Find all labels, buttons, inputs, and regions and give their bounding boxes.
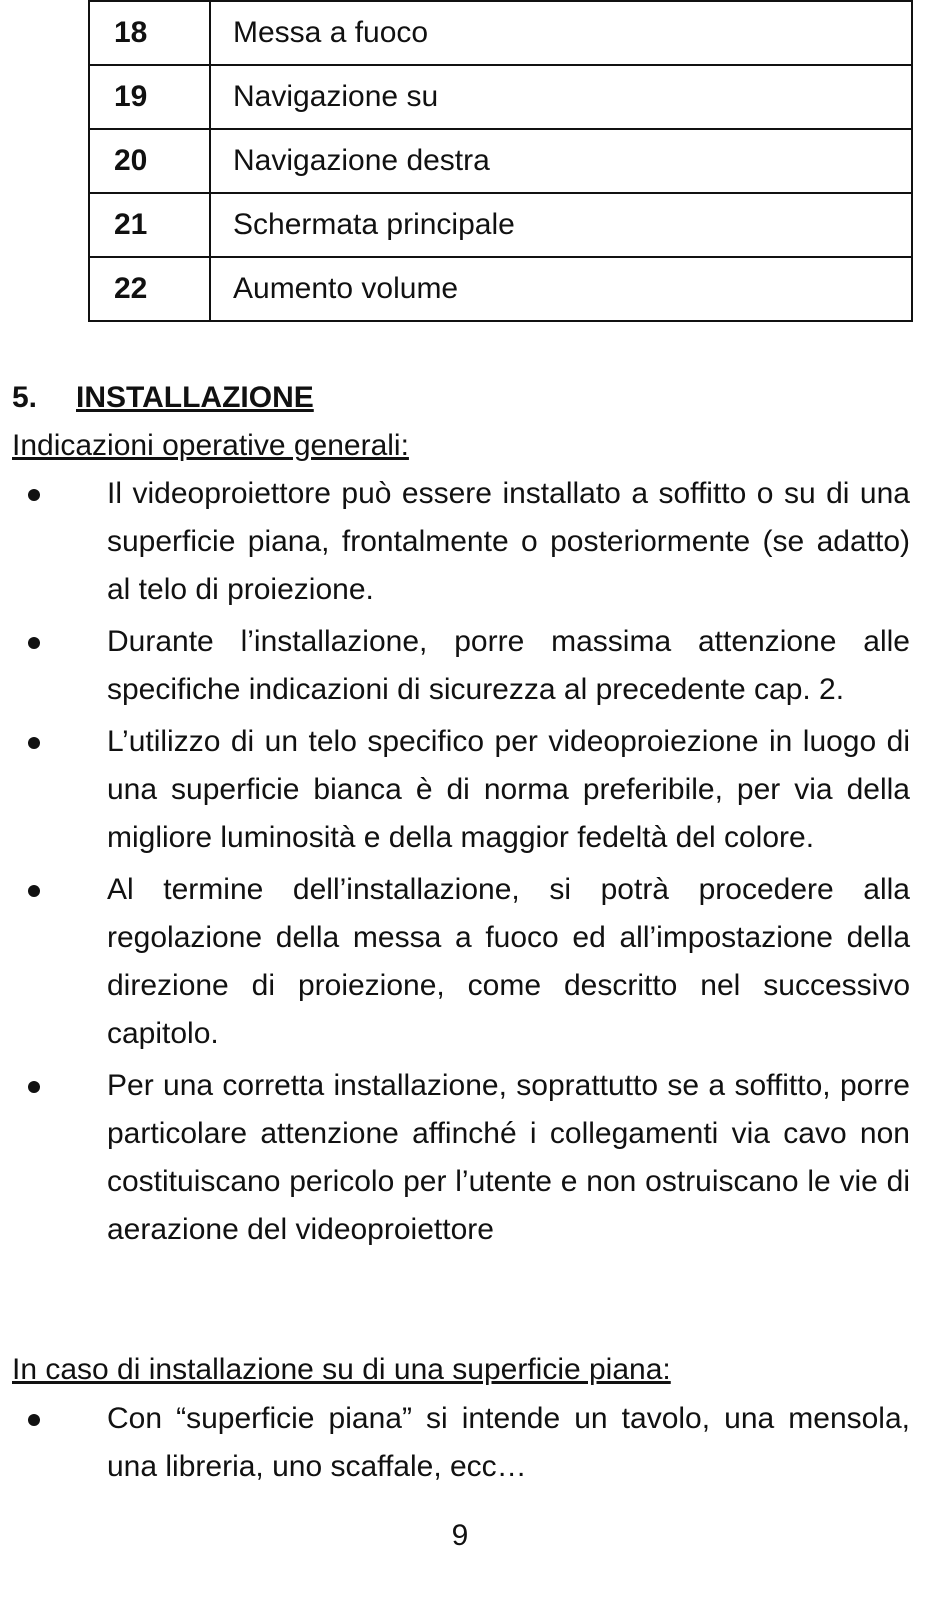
table-row [89, 1, 912, 65]
table-row [89, 65, 912, 129]
list-item [0, 866, 910, 1058]
table-row [89, 257, 912, 321]
list-item-text: Al termine dell’installazione, si potrà procedere alla regolazione della messa a fuoco ed all’impostazione della direzione di proiezione, come descritto nel successivo capitolo. [107, 873, 910, 1050]
row-label: Aumento volume [210, 257, 912, 321]
list-item-text: Con “superficie piana” si intende un tavolo, una mensola, una libreria, uno scaffale, ecc… [107, 1402, 910, 1483]
list-item-text: Il videoproiettore può essere installato a soffitto o su di una superficie piana, frontalmente o posteriormente (se adatto) al telo di proiezione. [107, 477, 910, 606]
list-item [0, 1062, 910, 1254]
list-item [0, 618, 910, 714]
function-table [88, 0, 913, 322]
row-label: Navigazione su [210, 65, 912, 129]
list-item-text: Per una corretta installazione, soprattutto se a soffitto, porre particolare attenzione affinché i collegamenti via cavo non costituiscano pericolo per l’utente e non ostruiscano le vie di aerazione del videoproiettore [107, 1069, 910, 1246]
bullet-icon [28, 1414, 40, 1426]
section-heading [12, 374, 314, 422]
list-item [0, 718, 910, 862]
bullet-icon [28, 637, 40, 649]
row-label: Navigazione destra [210, 129, 912, 193]
row-number: 20 [89, 129, 210, 193]
bullet-icon [28, 489, 40, 501]
row-number: 18 [89, 1, 210, 65]
bullet-icon [28, 1081, 40, 1093]
general-instructions-list [0, 470, 910, 1254]
list-item [0, 1395, 910, 1491]
bullet-icon [28, 737, 40, 749]
row-number: 21 [89, 193, 210, 257]
bullet-icon [28, 885, 40, 897]
row-label: Schermata principale [210, 193, 912, 257]
row-label: Messa a fuoco [210, 1, 912, 65]
list-item [0, 470, 910, 614]
section-title: INSTALLAZIONE [76, 381, 314, 414]
flat-surface-list [0, 1395, 910, 1491]
row-number: 19 [89, 65, 210, 129]
section-number: 5. [12, 381, 38, 414]
table-row [89, 129, 912, 193]
page-number: 9 [451, 1519, 469, 1552]
flat-surface-heading: In caso di installazione su di una superficie piana: [12, 1353, 671, 1386]
row-number: 22 [89, 257, 210, 321]
general-instructions-heading: Indicazioni operative generali: [12, 429, 409, 462]
table-row [89, 193, 912, 257]
list-item-text: Durante l’installazione, porre massima attenzione alle specifiche indicazioni di sicurezza al precedente cap. 2. [107, 625, 910, 706]
list-item-text: L’utilizzo di un telo specifico per videoproiezione in luogo di una superficie bianca è di norma preferibile, per via della migliore luminosità e della maggior fedeltà del colore. [107, 725, 910, 854]
